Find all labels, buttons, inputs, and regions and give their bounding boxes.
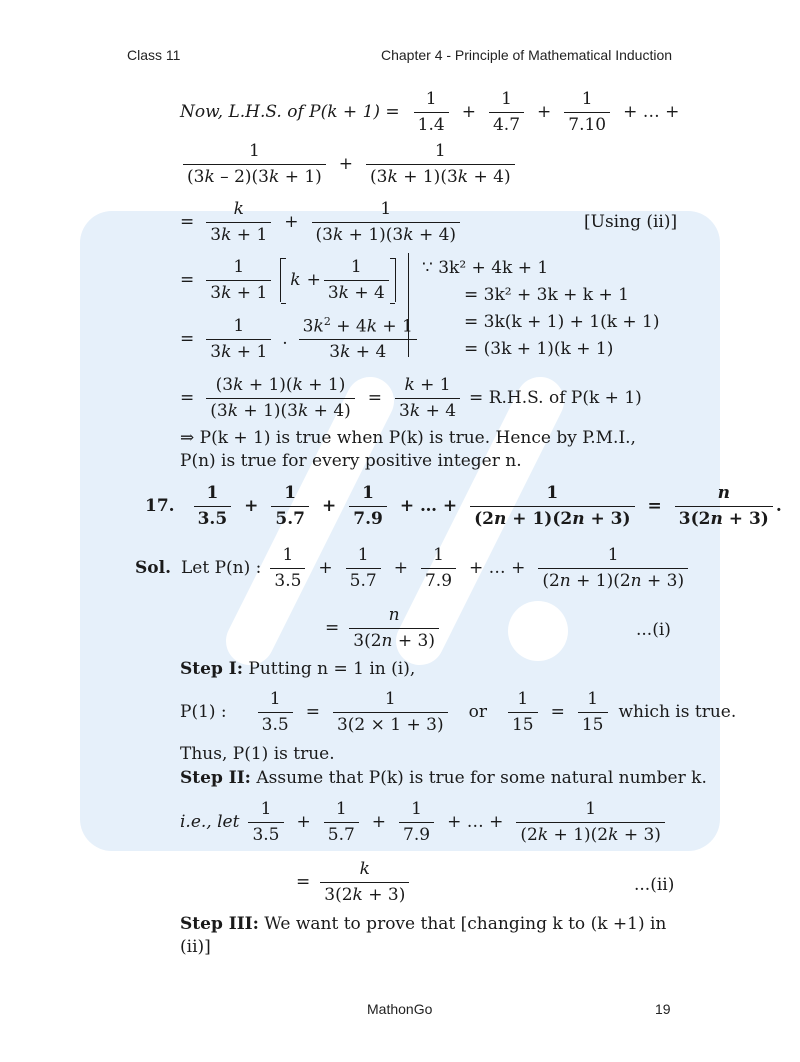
sol-label: Sol. — [135, 558, 171, 579]
step-1-line — [180, 659, 415, 679]
p1-frac-15-a: $\frac{1}{15}$ — [508, 690, 538, 734]
p1-frac-expr: $\frac{1}{3(2 \times 1 + 3)}$ — [333, 690, 448, 734]
square-bracket: k + $\frac{1}{3k + 4}$ — [280, 258, 396, 302]
frac-3k-2-3k-1: $\frac{1}{(3k - 2)(3k + 1)}$ — [183, 142, 326, 186]
since-line-4: = (3k + 1)(k + 1) — [464, 339, 614, 359]
equation-label-i: ...(i) — [636, 620, 671, 640]
step-product: = $\frac{1}{3k + 1}$ . $\frac{3k^2 + 4k + 1}{3k + 4}$ — [180, 316, 420, 362]
page-number: 19 — [655, 1001, 671, 1017]
s-frac-7-9: $\frac{1}{7.9}$ — [421, 546, 456, 590]
question-number: 17. — [145, 496, 175, 517]
s-frac-3-5: $\frac{1}{3.5}$ — [270, 546, 305, 590]
step-rhs: = $\frac{(3k + 1)(k + 1)}{(3k + 1)(3k + 4)}$ = $\frac{k + 1}{3k + 4}$ = R.H.S. of P(k + 1) — [180, 375, 642, 421]
p1-frac-15-b: $\frac{1}{15}$ — [578, 690, 608, 734]
watermark-logo-icon — [80, 211, 720, 851]
header-class: Class 11 — [127, 47, 181, 63]
a-frac-result: $\frac{k}{3(2k + 3)}$ — [320, 860, 409, 904]
implies-line-2: P(n) is true for every positive integer n. — [180, 451, 522, 471]
a-frac-general: $\frac{1}{(2k + 1)(2k + 3)}$ — [516, 800, 665, 844]
rhs-of-text: = R.H.S. of P(k + 1) — [469, 388, 642, 409]
solution-let: Sol. Let P(n) : $\frac{1}{3.5}$ + $\frac{1}{5.7}$ + $\frac{1}{7.9}$ + … + $\frac{1}{(2n + 1)(2n + 3)}$ — [135, 546, 691, 590]
implies-line-1: ⇒ P(k + 1) is true when P(k) is true. Hence by P.M.I., — [180, 428, 636, 448]
a-frac-3-5: $\frac{1}{3.5}$ — [248, 800, 283, 844]
s-frac-result: $\frac{n}{3(2n + 3)}$ — [349, 606, 439, 650]
equation-label-ii: ...(ii) — [634, 875, 675, 895]
since-line-2: = 3k² + 3k + k + 1 — [464, 285, 629, 305]
q-frac-general: $\frac{1}{(2n + 1)(2n + 3)}$ — [470, 484, 634, 528]
thus-line: Thus, P(1) is true. — [180, 744, 335, 764]
p1-label: P(1) : — [180, 702, 227, 723]
frac-quadratic: $\frac{3k^2 + 4k + 1}{3k + 4}$ — [299, 316, 417, 362]
step-bracket: = $\frac{1}{3k + 1}$ k + $\frac{1}{3k + 4}$ — [180, 258, 402, 302]
let-pn-text: Let P(n) : — [181, 558, 262, 579]
step-2-text: Assume that P(k) is true for some natural number k. — [250, 768, 707, 788]
using-ii-label: [Using (ii)] — [584, 212, 678, 232]
frac-1-3k1: $\frac{1}{3k + 1}$ — [206, 258, 271, 302]
side-divider — [408, 253, 409, 357]
since-line-1: ∵ 3k² + 4k + 1 — [422, 258, 549, 278]
ie-let-text: i.e., let — [180, 812, 240, 833]
now-lhs-text: Now, L.H.S. of P(k + 1) = — [180, 102, 400, 123]
frac-1-3k1-3k4: $\frac{1}{(3k + 1)(3k + 4)}$ — [312, 200, 461, 244]
footer-brand: MathonGo — [367, 1001, 433, 1017]
assume-line: i.e., let $\frac{1}{3.5}$ + $\frac{1}{5.7}$ + $\frac{1}{7.9}$ + … + $\frac{1}{(2k + 1)(2k + 3)}$ — [180, 800, 668, 844]
step-2-heading: Step II: — [180, 768, 251, 788]
step-3-continuation: (ii)] — [180, 937, 211, 957]
frac-cancel: $\frac{(3k + 1)(k + 1)}{(3k + 1)(3k + 4)}$ — [206, 376, 355, 420]
step-3-line — [180, 914, 666, 934]
header-chapter: Chapter 4 - Principle of Mathematical Induction — [381, 47, 673, 63]
q-frac-5-7: $\frac{1}{5.7}$ — [271, 484, 309, 528]
q-frac-7-9: $\frac{1}{7.9}$ — [349, 484, 387, 528]
which-true-text: which is true. — [618, 702, 737, 723]
step-1-text: Putting n = 1 in (i), — [242, 659, 416, 679]
step-using-ii: = $\frac{k}{3k + 1}$ + $\frac{1}{(3k + 1)(3k + 4)}$ — [180, 200, 463, 244]
solution-equals: = $\frac{n}{3(2n + 3)}$ — [325, 606, 442, 650]
a-frac-5-7: $\frac{1}{5.7}$ — [324, 800, 359, 844]
frac-3k-1-3k-4: $\frac{1}{(3k + 1)(3k + 4)}$ — [366, 142, 515, 186]
q-frac-result: $\frac{n}{3(2n + 3)}$ — [675, 484, 773, 528]
frac-1-over-7-10: $\frac{1}{7.10}$ — [564, 90, 610, 134]
frac-1-3k4: $\frac{1}{3k + 4}$ — [324, 258, 389, 302]
q-frac-3-5: $\frac{1}{3.5}$ — [194, 484, 232, 528]
lhs-line-2: $\frac{1}{(3k - 2)(3k + 1)}$ + $\frac{1}{(3k + 1)(3k + 4)}$ — [180, 142, 518, 186]
since-line-3: = 3k(k + 1) + 1(k + 1) — [464, 312, 660, 332]
step-3-text: We want to prove that [changing k to (k +1) in — [258, 914, 667, 934]
assume-equals: = $\frac{k}{3(2k + 3)}$ — [296, 860, 412, 904]
question-17: 17. $\frac{1}{3.5}$ + $\frac{1}{5.7}$ + $\frac{1}{7.9}$ + … + $\frac{1}{(2n + 1)(2n + 3)}$ = $\frac{n}{3(2n + 3)}$ . — [145, 483, 782, 529]
frac-k-3k1: $\frac{k}{3k + 1}$ — [206, 200, 271, 244]
frac-1-over-1-4: $\frac{1}{1.4}$ — [414, 90, 449, 134]
a-frac-7-9: $\frac{1}{7.9}$ — [399, 800, 434, 844]
step-1-heading: Step I: — [180, 659, 243, 679]
p1-line: P(1) : $\frac{1}{3.5}$ = $\frac{1}{3(2 \times 1 + 3)}$ or $\frac{1}{15}$ = $\frac{1}{15}$ which is true. — [180, 689, 737, 735]
frac-1-over-4-7: $\frac{1}{4.7}$ — [489, 90, 524, 134]
p1-frac-3-5: $\frac{1}{3.5}$ — [258, 690, 293, 734]
or-text: or — [468, 702, 487, 723]
lhs-line-1: Now, L.H.S. of P(k + 1) = $\frac{1}{1.4}$ + $\frac{1}{4.7}$ + $\frac{1}{7.10}$ + … + — [180, 89, 680, 135]
s-frac-5-7: $\frac{1}{5.7}$ — [346, 546, 381, 590]
frac-1-3k1-b: $\frac{1}{3k + 1}$ — [206, 317, 271, 361]
step-2-line — [180, 768, 707, 788]
frac-k1-3k4: $\frac{k + 1}{3k + 4}$ — [395, 376, 460, 420]
s-frac-general: $\frac{1}{(2n + 1)(2n + 3)}$ — [538, 546, 688, 590]
step-3-heading: Step III: — [180, 914, 259, 934]
